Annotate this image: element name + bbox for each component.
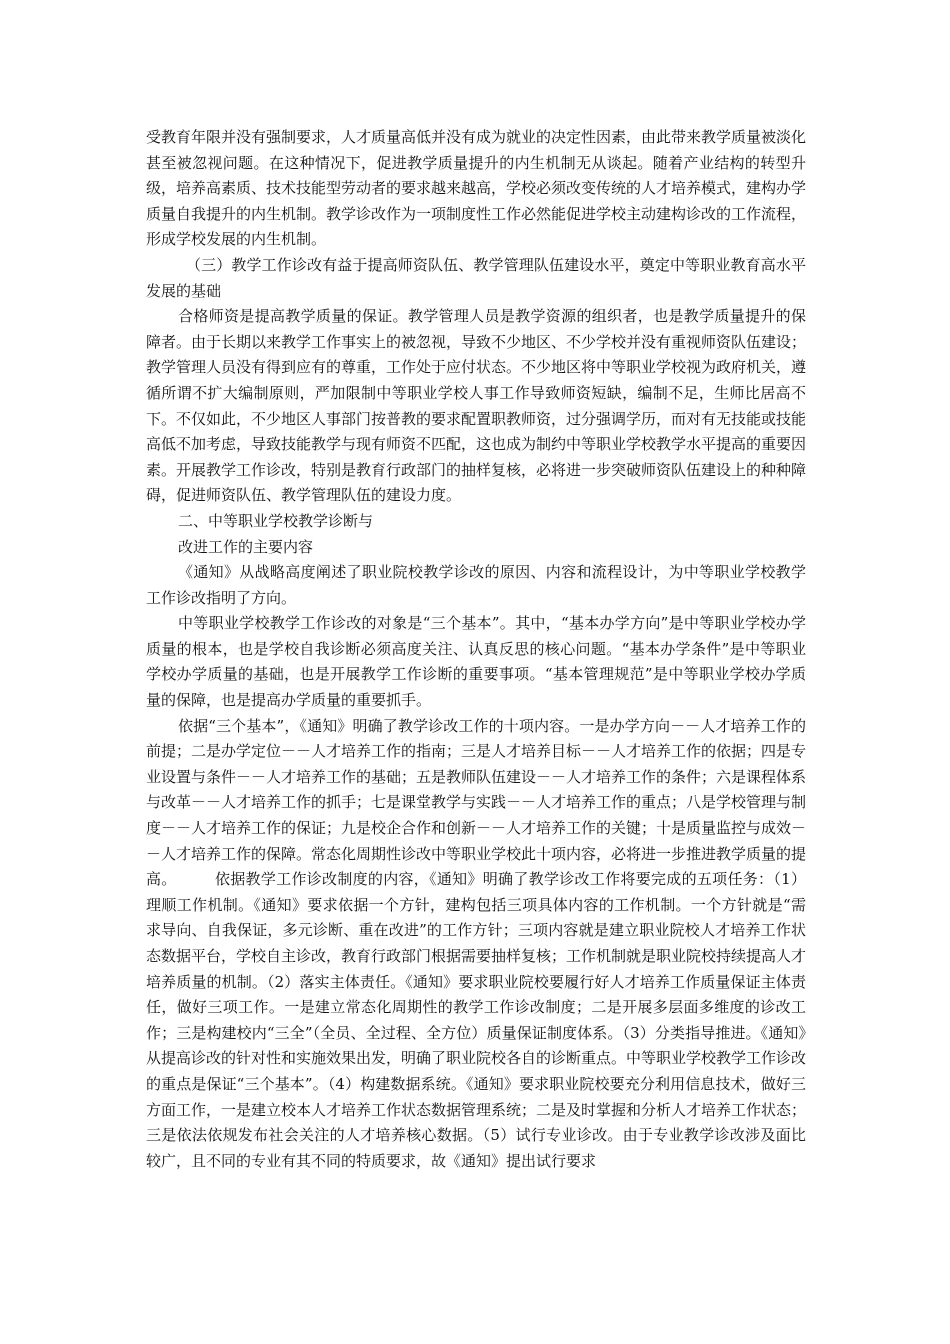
chapter-heading-line-2: 改进工作的主要内容	[178, 537, 314, 556]
body-paragraph: 依据“三个基本”，《通知》明确了教学诊改工作的十项内容。一是办学方向－－人才培养工作的前提；二是办学定位－－人才培养工作的指南；三是人才培养目标－－人才培养工作的依据；四是专业设置与条件－－人才培养工作的基础；五是教师队伍建设－－人才培养工作的条件；六是课程体系与改革－－人才培养工作的抓手；七是课堂教学与实践－－人才培养工作的重点；八是学校管理与制度－－人才培养工作的保证；九是校企合作和创新－－人才培养工作的关键；十是质量监控与成效－－人才培养工作的保障。常态化周期性诊改中等职业学校此十项内容，必将进一步推进教学质量的提高。 依据教学工作诊改制度的内容，《通知》明确了教学诊改工作将要完成的五项任务：（1）理顺工作机制。《通知》要求依据一个方针，建构包括三项具体内容的工作机制。一个方针就是“需求导向、自我保证，多元诊断、重在改进”的工作方针；三项内容就是建立职业院校人才培养工作状态数据平台，学校自主诊改，教育行政部门根据需要抽样复核；工作机制就是职业院校持续提高人才培养质量的机制。（2）落实主体责任。《通知》要求职业院校要履行好人才培养工作质量保证主体责任，做好三项工作。一是建立常态化周期性的教学工作诊改制度；二是开展多层面多维度的诊改工作；三是构建校内“三全”（全员、全过程、全方位）质量保证制度体系。（3）分类指导推进。《通知》从提高诊改的针对性和实施效果出发，明确了职业院校各自的诊断重点。中等职业学校教学工作诊改的重点是保证“三个基本”。（4）构建数据系统。《通知》要求职业院校要充分利用信息技术，做好三方面工作，一是建立校本人才培养工作状态数据管理系统；二是及时掌握和分析人才培养工作状态；三是依法依规发布社会关注的人才培养核心数据。（5）试行专业诊改。由于专业教学诊改涉及面比较广，且不同的专业有其不同的特质要求，故《通知》提出试行要求	[146, 716, 807, 1170]
body-paragraph: 合格师资是提高教学质量的保证。教学管理人员是教学资源的组织者，也是教学质量提升的保障者。由于长期以来教学工作事实上的被忽视，导致不少地区、不少学校并没有重视师资队伍建设；教学管理人员没有得到应有的尊重，工作处于应付状态。不少地区将中等职业学校视为政府机关，遵循所谓不扩大编制原则，严加限制中等职业学校人事工作导致师资短缺，编制不足，生师比居高不下。不仅如此，不少地区人事部门按普教的要求配置职教师资，过分强调学历，而对有无技能或技能高低不加考虑，导致技能教学与现有师资不匹配，这也成为制约中等职业学校教学水平提高的重要因素。开展教学工作诊改，特别是教育行政部门的抽样复核，必将进一步突破师资队伍建设上的种种障碍，促进师资队伍、教学管理队伍的建设力度。	[146, 307, 807, 505]
body-paragraph: 受教育年限并没有强制要求，人才质量高低并没有成为就业的决定性因素，由此带来教学质量被淡化甚至被忽视问题。在这种情况下，促进教学质量提升的内生机制无从谈起。随着产业结构的转型升级，培养高素质、技术技能型劳动者的要求越来越高，学校必须改变传统的人才培养模式，建构办学质量自我提升的内生机制。教学诊改作为一项制度性工作必然能促进学校主动建构诊改的工作流程，形成学校发展的内生机制。	[146, 128, 807, 249]
body-paragraph: 《通知》从战略高度阐述了职业院校教学诊改的原因、内容和流程设计，为中等职业学校教学工作诊改指明了方向。	[146, 563, 806, 607]
body-paragraph: 中等职业学校教学工作诊改的对象是“三个基本”。其中，“基本办学方向”是中等职业学校办学质量的根本，也是学校自我诊断必须高度关注、认真反思的核心问题。“基本办学条件”是中等职业学校办学质量的基础，也是开展教学工作诊断的重要事项。“基本管理规范”是中等职业学校办学质量的保障，也是提高办学质量的重要抓手。	[146, 614, 806, 710]
chapter-heading-line-1: 二、中等职业学校教学诊断与	[178, 511, 374, 530]
section-heading: （三）教学工作诊改有益于提高师资队伍、教学管理队伍建设水平，奠定中等职业教育高水平发展的基础	[146, 255, 806, 300]
document-body	[146, 125, 806, 1174]
